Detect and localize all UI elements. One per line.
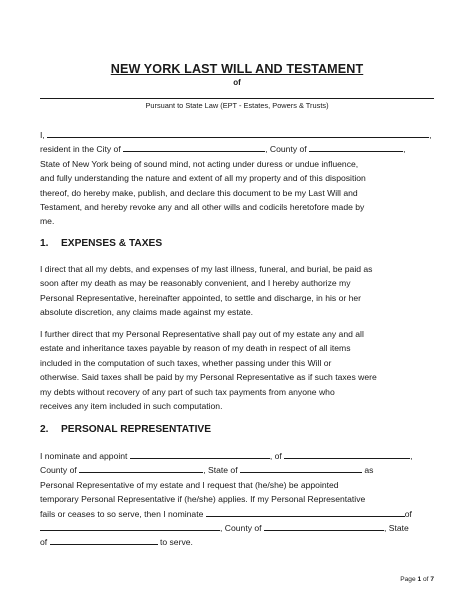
s1p2-line: my debts without recovery of any part of such tax payments from anyone who	[40, 386, 335, 397]
s1p2-line: I further direct that my Personal Representative shall pay out of my estate any and all	[40, 329, 364, 339]
testator-name-field[interactable]	[47, 128, 429, 138]
alternate-state-field[interactable]	[50, 535, 158, 545]
city-field[interactable]	[123, 142, 265, 152]
section-2-heading	[40, 424, 211, 435]
s1p2-line: receives any item included in such computation.	[40, 401, 223, 412]
section-2-paragraph	[40, 449, 434, 550]
i-label: I,	[40, 130, 45, 140]
as-label: as	[364, 465, 374, 476]
representative-address-field[interactable]	[284, 449, 410, 459]
document-title: NEW YORK LAST WILL AND TESTAMENT	[110, 62, 364, 76]
s1p2-line: otherwise. Said taxes shall be paid by my Personal Representative as if such taxes were	[40, 372, 377, 383]
alternate-name-field[interactable]	[206, 507, 405, 517]
section-1-heading	[40, 238, 162, 249]
section-1-number: 1.	[40, 238, 49, 249]
intro-line-2: resident in the City of , County of ,	[40, 144, 406, 155]
intro-line-3: State of New York being of sound mind, not acting under duress or undue influence,	[40, 158, 359, 169]
s2-line-5	[40, 507, 434, 521]
document-subtitle: Pursuant to State Law (EPT - Estates, Powers & Trusts)	[145, 101, 329, 110]
nominate-label: I nominate and appoint	[40, 451, 128, 461]
s2-line-6	[40, 521, 434, 535]
of-label: , of	[269, 451, 282, 461]
resident-label: resident in the City of	[40, 144, 121, 155]
s1p2-line: estate and inheritance taxes payable by reason of my death in respect of all items	[40, 343, 351, 354]
intro-line-1: I, ,	[40, 130, 432, 140]
intro-line-4: and fully understanding the nature and extent of all my property and of this disposition	[40, 173, 366, 184]
page-of-label: of	[422, 576, 429, 583]
testator-name-line[interactable]	[40, 98, 434, 99]
section-2-title: PERSONAL REPRESENTATIVE	[61, 424, 212, 435]
section-1-title: EXPENSES & TAXES	[61, 238, 163, 249]
alternate-county-field[interactable]	[264, 521, 384, 531]
intro-line-5: thereof, do hereby make, publish, and declare this document to be my Last Will and	[40, 187, 358, 198]
county-label: County of	[269, 144, 307, 155]
state-label: , State	[383, 523, 409, 534]
page-number-footer	[400, 576, 434, 583]
s1p1-line: Personal Representative, hereinafter appointed, to settle and discharge, in his or her	[40, 292, 362, 303]
state-label: , State of	[203, 465, 238, 476]
section-2-number: 2.	[40, 424, 49, 435]
county-field[interactable]	[309, 142, 403, 152]
representative-name-field[interactable]	[130, 449, 270, 459]
intro-line-7: me.	[40, 216, 55, 227]
s2-line-1: I nominate and appoint , of ,	[40, 451, 413, 461]
of-label: of	[40, 537, 48, 548]
page-number: 1	[417, 576, 422, 583]
section-1-paragraph-2	[40, 327, 434, 413]
of-label: of	[233, 78, 241, 87]
s1p1-line: soon after my death as may be reasonably convenient, and I hereby authorize my	[40, 278, 351, 289]
county-label: , County of	[220, 523, 262, 534]
s1p1-line: I direct that all my debts, and expenses of my last illness, funeral, and burial, be paid as	[40, 264, 373, 274]
county-label: County of	[40, 465, 77, 476]
page-label: Page	[400, 576, 416, 583]
s1p2-line: included in the computation of such taxes, whether passing under this Will or	[40, 357, 332, 368]
s2-line-7	[40, 535, 434, 549]
s2-line-2	[40, 463, 434, 477]
representative-county-field[interactable]	[79, 463, 203, 473]
s2-line-4: temporary Personal Representative if (he/she) applies. If my Personal Representative	[40, 494, 366, 505]
representative-state-field[interactable]	[240, 463, 362, 473]
intro-paragraph	[40, 128, 434, 229]
intro-line-6: Testament, and hereby revoke any and all other wills and codicils heretofore made by	[40, 202, 365, 213]
s2-line-3: Personal Representative of my estate and I request that (he/she) be appointed	[40, 479, 339, 490]
alternate-address-field[interactable]	[40, 521, 220, 531]
fails-label: fails or ceases to so serve, then I nominate	[40, 508, 204, 519]
serve-label: to serve.	[159, 537, 193, 548]
s1p1-line: absolute discretion, any claims made against my estate.	[40, 307, 254, 318]
of-label: of	[404, 508, 412, 519]
section-1-paragraph-1	[40, 262, 434, 320]
page-total: 7	[430, 576, 434, 583]
